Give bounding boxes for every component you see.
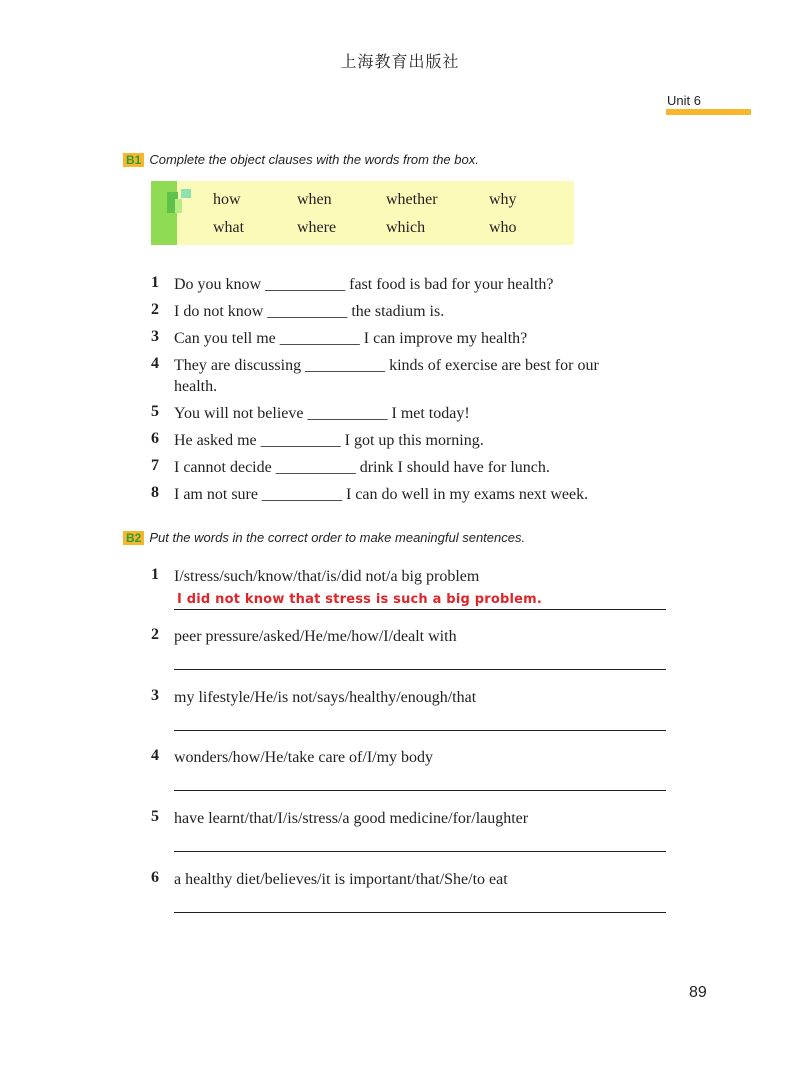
b2-answer-line[interactable]: [174, 669, 666, 670]
word-box-word: why: [489, 191, 517, 208]
b2-item-prompt: a healthy diet/believes/it is important/that/She/to eat: [174, 871, 508, 888]
b2-item-number: 6: [151, 869, 159, 886]
b1-item-number: 3: [151, 328, 159, 345]
section-b1-header: [123, 152, 479, 167]
word-box-decoration: [175, 199, 182, 213]
b2-answer-line[interactable]: [174, 609, 666, 610]
word-box-word: whether: [386, 191, 438, 208]
b2-item-prompt: peer pressure/asked/He/me/how/I/dealt with: [174, 628, 457, 645]
b1-item-number: 2: [151, 301, 159, 318]
b1-item-text: I cannot decide __________ drink I should have for lunch.: [174, 459, 550, 476]
b1-item-number: 8: [151, 484, 159, 501]
b2-answer-line[interactable]: [174, 730, 666, 731]
section-b2-badge: B2: [123, 531, 144, 545]
word-box-green-strip: [151, 181, 177, 245]
b2-item-prompt: my lifestyle/He/is not/says/healthy/enough/that: [174, 689, 477, 706]
b1-item-number: 1: [151, 274, 159, 291]
b1-item-number: 5: [151, 403, 159, 420]
b1-item-number: 4: [151, 355, 159, 372]
b2-item-number: 2: [151, 626, 159, 643]
word-box: [151, 181, 574, 245]
b1-item-text: I am not sure __________ I can do well in my exams next week.: [174, 486, 589, 503]
b2-item-prompt: have learnt/that/I/is/stress/a good medicine/for/laughter: [174, 810, 529, 827]
unit-label: Unit 6: [667, 93, 701, 108]
word-box-word: how: [213, 191, 241, 208]
b2-item-prompt: I/stress/such/know/that/is/did not/a big problem: [174, 568, 480, 585]
b2-answer-line[interactable]: [174, 912, 666, 913]
b1-item-number: 7: [151, 457, 159, 474]
word-box-word: what: [213, 219, 245, 236]
b2-item-prompt: wonders/how/He/take care of/I/my body: [174, 749, 434, 766]
b2-item-number: 1: [151, 566, 159, 583]
b2-answer-line[interactable]: [174, 851, 666, 852]
b2-item-number: 3: [151, 687, 159, 704]
b1-item-text: Can you tell me __________ I can improve my health?: [174, 330, 528, 347]
publisher-header: 上海教育出版社: [340, 52, 460, 71]
b1-item-text: He asked me __________ I got up this morning.: [174, 432, 484, 449]
word-box-decoration: [181, 189, 191, 198]
section-b2-header: [123, 530, 525, 545]
word-box-word: when: [297, 191, 332, 208]
page-number: 89: [689, 984, 707, 1001]
word-box-word: who: [489, 219, 517, 236]
b1-item-text: You will not believe __________ I met today!: [174, 405, 470, 422]
b2-item-number: 5: [151, 808, 159, 825]
b2-answer-line[interactable]: [174, 790, 666, 791]
section-b1-badge: B1: [123, 153, 144, 167]
b2-handwritten-answer: I did not know that stress is such a big problem.: [177, 592, 543, 607]
section-b1-instruction: Complete the object clauses with the words from the box.: [149, 152, 479, 167]
b1-item-text: I do not know __________ the stadium is.: [174, 303, 445, 320]
b1-item-number: 6: [151, 430, 159, 447]
word-box-word: which: [386, 219, 426, 236]
word-box-word: where: [297, 219, 337, 236]
b2-item-number: 4: [151, 747, 159, 764]
b1-item-text: Do you know __________ fast food is bad for your health?: [174, 276, 554, 293]
section-b2-instruction: Put the words in the correct order to make meaningful sentences.: [149, 530, 526, 545]
unit-underline-bar: [666, 109, 751, 115]
b1-item-text: They are discussing __________ kinds of exercise are best for our health.: [174, 357, 599, 395]
